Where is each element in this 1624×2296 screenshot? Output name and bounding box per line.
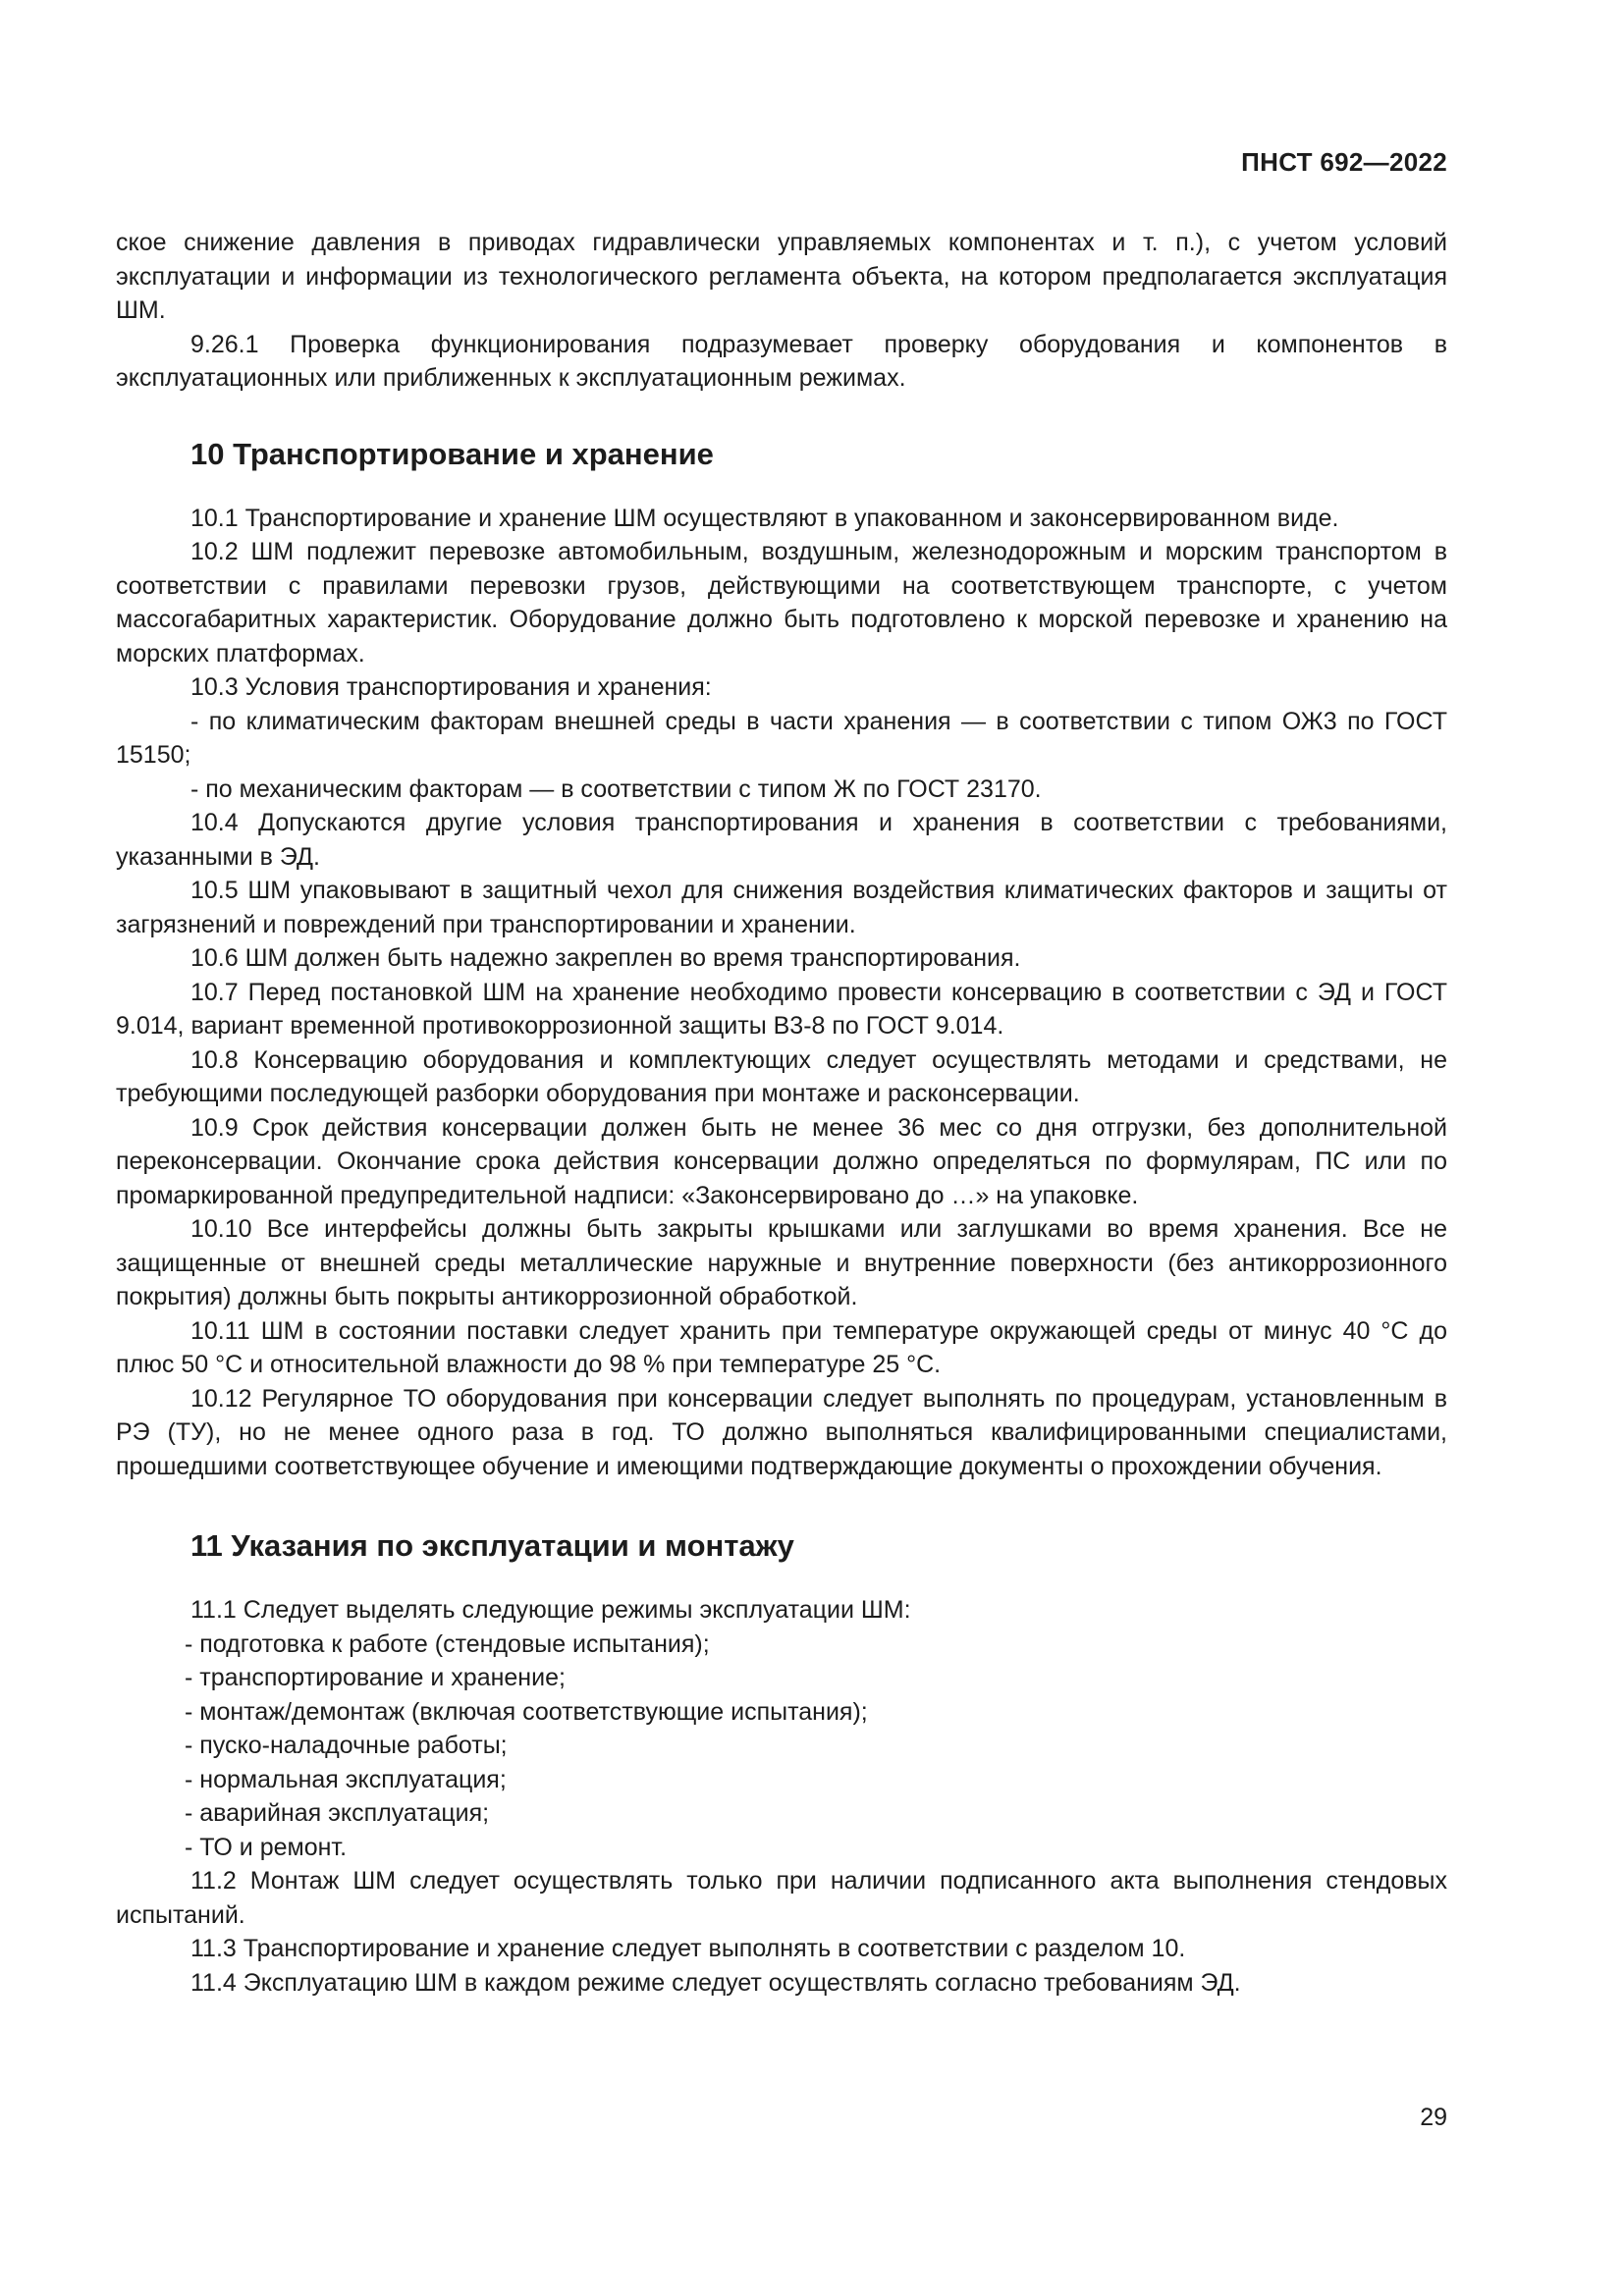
paragraph-10-9: 10.9 Срок действия консервации должен быть не менее 36 мес со дня отгрузки, без дополнительной переконсервации. Окончание срока действия консервации должно определяться по формулярам, ПС или по промаркированной предупредительной надписи: «Законсервировано до …» на упаковке. [116,1113,1447,1209]
paragraph-continuation: ское снижение давления в приводах гидравлически управляемых компонентах и т. п.), с учетом условий эксплуатации и информации из технологического регламента объекта, на котором предполагается эксплуатация ШМ. [116,229,1447,324]
paragraph-10-3: 10.3 Условия транспортирования и хранения: [190,673,712,701]
list-item: - монтаж/демонтаж (включая соответствующие испытания); [185,1697,868,1726]
paragraph-9-26-1: 9.26.1 Проверка функционирования подразумевает проверку оборудования и компонентов в эксплуатационных или приближенных к эксплуатационным режимах. [116,330,1447,392]
list-item: - аварийная эксплуатация; [185,1799,490,1827]
section-10-heading: 10 Транспортирование и хранение [190,436,714,471]
paragraph-10-1: 10.1 Транспортирование и хранение ШМ осуществляют в упакованном и законсервированном виде. [190,504,1339,532]
page-body [116,226,1447,2000]
list-item-10-3-mechanical: - по механическим факторам — в соответствии с типом Ж по ГОСТ 23170. [190,774,1042,803]
paragraph-10-12: 10.12 Регулярное ТО оборудования при консервации следует выполнять по процедурам, установленным в РЭ (ТУ), но не менее одного раза в год. ТО должно выполняться квалифицированными специалистами, прошедшими соответствующее обучение и имеющими подтверждающие документы о прохождении обучения. [116,1384,1447,1480]
paragraph-10-11: 10.11 ШМ в состоянии поставки следует хранить при температуре окружающей среды от минус 40 °С до плюс 50 °С и относительной влажности до 98 % при температуре 25 °С. [116,1316,1447,1378]
paragraph-11-4: 11.4 Эксплуатацию ШМ в каждом режиме следует осуществлять согласно требованиям ЭД. [190,1968,1241,1997]
paragraph-10-2: 10.2 ШМ подлежит перевозке автомобильным, воздушным, железнодорожным и морским транспортом в соответствии с правилами перевозки грузов, действующими на соответствующем транспорте, с учетом массогабаритных характеристик. Оборудование должно быть подготовлено к морской перевозке и хранению на морских платформах. [116,538,1447,667]
list-item: - транспортирование и хранение; [185,1664,566,1691]
list-item: - подготовка к работе (стендовые испытания); [185,1629,710,1658]
paragraph-10-7: 10.7 Перед постановкой ШМ на хранение необходимо провести консервацию в соответствии с ЭД и ГОСТ 9.014, вариант временной противокоррозионной защиты В3-8 по ГОСТ 9.014. [116,978,1447,1040]
paragraph-11-1: 11.1 Следует выделять следующие режимы эксплуатации ШМ: [190,1596,911,1624]
paragraph-10-5: 10.5 ШМ упаковывают в защитный чехол для снижения воздействия климатических факторов и защиты от загрязнений и повреждений при транспортировании и хранении. [116,877,1447,938]
paragraph-11-2: 11.2 Монтаж ШМ следует осуществлять только при наличии подписанного акта выполнения стендовых испытаний. [116,1867,1447,1929]
paragraph-10-10: 10.10 Все интерфейсы должны быть закрыты крышками или заглушками во время хранения. Все не защищенные от внешней среды металлические наружные и внутренние поверхности (без антикоррозионного покрытия) должны быть покрыты антикоррозионной обработкой. [116,1215,1447,1310]
paragraph-10-4: 10.4 Допускаются другие условия транспортирования и хранения в соответствии с требованиями, указанными в ЭД. [116,809,1447,871]
section-11-heading: 11 Указания по эксплуатации и монтажу [190,1528,794,1563]
paragraph-10-6: 10.6 ШМ должен быть надежно закреплен во время транспортирования. [190,944,1021,972]
list-item: - ТО и ремонт. [185,1833,348,1861]
list-item: - пуско-наладочные работы; [185,1732,508,1759]
paragraph-10-8: 10.8 Консервацию оборудования и комплектующих следует осуществлять методами и средствами, не требующими последующей разборки оборудования при монтаже и расконсервации. [116,1045,1447,1107]
list-item-10-3-climatic: - по климатическим факторам внешней среды в части хранения — в соответствии с типом ОЖ3 по ГОСТ 15150; [116,707,1447,769]
page-number: 29 [1420,2104,1447,2131]
document-code: ПНСТ 692—2022 [1241,147,1447,177]
paragraph-11-3: 11.3 Транспортирование и хранение следует выполнять в соответствии с разделом 10. [190,1935,1186,1962]
list-item: - нормальная эксплуатация; [185,1765,507,1793]
